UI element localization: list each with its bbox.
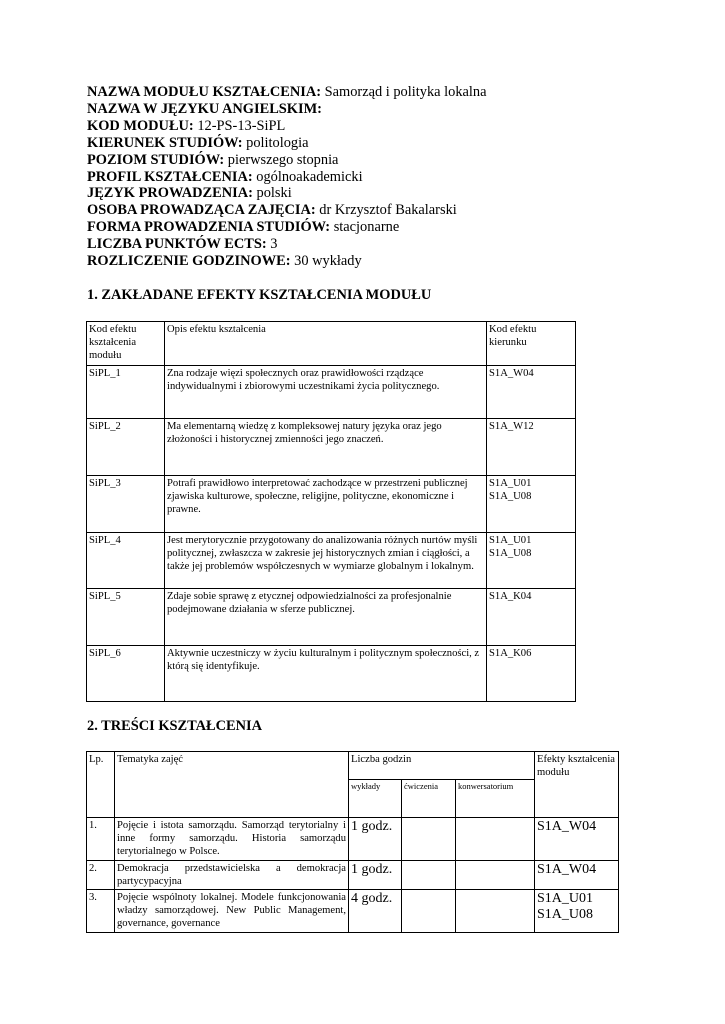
outcome-code: SiPL_1 bbox=[87, 366, 165, 419]
row-effects: S1A_U01 S1A_U08 bbox=[535, 890, 619, 933]
outcome-effect-code: S1A_U01 S1A_U08 bbox=[487, 476, 576, 533]
row-number: 2. bbox=[87, 860, 115, 889]
row-effects: S1A_W04 bbox=[535, 818, 619, 861]
outcome-code: SiPL_6 bbox=[87, 646, 165, 702]
module-header bbox=[87, 84, 687, 270]
table-row bbox=[87, 476, 576, 533]
outcome-effect-code: S1A_K06 bbox=[487, 646, 576, 702]
header-line-module-name: NAZWA MODUŁU KSZTAŁCENIA: Samorząd i polityka lokalna bbox=[87, 84, 487, 100]
header-line-language: JĘZYK PROWADZENIA: polski bbox=[87, 185, 292, 202]
header-line-module-code: KOD MODUŁU: 12-PS-13-SiPL bbox=[87, 117, 286, 134]
row-number: 1. bbox=[87, 818, 115, 861]
outcome-description: Potrafi prawidłowo interpretować zachodzące w przestrzeni publicznej zjawiska kulturowe, społeczne, religijne, polityczne, ekonomiczne i prawne. bbox=[165, 476, 487, 533]
outcome-code: SiPL_5 bbox=[87, 589, 165, 646]
header-line-profile: PROFIL KSZTAŁCENIA: ogólnoakademicki bbox=[87, 168, 363, 185]
table-row bbox=[87, 818, 619, 861]
outcome-code: SiPL_3 bbox=[87, 476, 165, 533]
outcome-code: SiPL_4 bbox=[87, 533, 165, 589]
header-line-level: POZIOM STUDIÓW: pierwszego stopnia bbox=[87, 151, 339, 168]
row-number: 3. bbox=[87, 890, 115, 933]
header-cell-topic: Tematyka zajęć bbox=[115, 752, 349, 818]
table-row bbox=[87, 646, 576, 702]
outcome-description: Aktywnie uczestniczy w życiu kulturalnym i politycznym społeczności, z którą się identyfikuje. bbox=[165, 646, 487, 702]
table-header-row bbox=[87, 322, 576, 366]
row-topic: Pojęcie i istota samorządu. Samorząd terytorialny i inne formy samorządu. Historia samorządu terytorialnego w Polsce. bbox=[115, 818, 349, 861]
row-conversatory-hours bbox=[456, 890, 535, 933]
outcome-description: Jest merytorycznie przygotowany do analizowania różnych nurtów myśli politycznej, zwłaszcza w zakresie jej historycznych zmian i ciągłości, a także jej problemów współczesnych w wymiarze globalnym i lokalnym. bbox=[165, 533, 487, 589]
table-row bbox=[87, 860, 619, 889]
subheader-lectures: wykłady bbox=[349, 780, 402, 818]
learning-outcomes-table bbox=[86, 321, 576, 702]
outcome-effect-code: S1A_K04 bbox=[487, 589, 576, 646]
outcome-description: Ma elementarną wiedzę z kompleksowej natury języka oraz jego złożoności i historycznej zmienności jego znaczeń. bbox=[165, 419, 487, 476]
header-cell-direction-code: Kod efektu kierunku bbox=[487, 322, 576, 366]
row-lecture-hours: 1 godz. bbox=[349, 818, 402, 861]
subheader-exercises: ćwiczenia bbox=[402, 780, 456, 818]
header-cell-effects: Efekty kształcenia modułu bbox=[535, 752, 619, 818]
row-lecture-hours: 4 godz. bbox=[349, 890, 402, 933]
row-lecture-hours: 1 godz. bbox=[349, 860, 402, 889]
table-row bbox=[87, 890, 619, 933]
outcome-effect-code: S1A_W12 bbox=[487, 419, 576, 476]
outcome-code: SiPL_2 bbox=[87, 419, 165, 476]
outcome-description: Zdaje sobie sprawę z etycznej odpowiedzialności za profesjonalnie podejmowane działania w sferze publicznej. bbox=[165, 589, 487, 646]
header-line-hours: ROZLICZENIE GODZINOWE: 30 wykłady bbox=[87, 253, 362, 270]
header-cell-lp: Lp. bbox=[87, 752, 115, 818]
row-effects: S1A_W04 bbox=[535, 860, 619, 889]
section-2-title: 2. TREŚCI KSZTAŁCENIA bbox=[87, 718, 263, 734]
header-line-ects: LICZBA PUNKTÓW ECTS: 3 bbox=[87, 236, 278, 253]
table-row bbox=[87, 589, 576, 646]
row-topic: Demokracja przedstawicielska a demokracja partycypacyjna bbox=[115, 860, 349, 889]
table-row bbox=[87, 533, 576, 589]
header-line-study-form: FORMA PROWADZENIA STUDIÓW: stacjonarne bbox=[87, 219, 400, 236]
header-line-field: KIERUNEK STUDIÓW: politologia bbox=[87, 134, 309, 151]
row-exercise-hours bbox=[402, 818, 456, 861]
subheader-conversatory: konwersatorium bbox=[456, 780, 535, 818]
row-exercise-hours bbox=[402, 860, 456, 889]
row-topic: Pojęcie wspólnoty lokalnej. Modele funkcjonowania władzy samorządowej. New Public Management, governance, governance bbox=[115, 890, 349, 933]
header-cell-code: Kod efektu kształcenia modułu bbox=[87, 322, 165, 366]
header-line-english-name: NAZWA W JĘZYKU ANGIELSKIM: bbox=[87, 100, 322, 117]
section-1-title: 1. ZAKŁADANE EFEKTY KSZTAŁCENIA MODUŁU bbox=[87, 287, 432, 303]
row-exercise-hours bbox=[402, 890, 456, 933]
row-conversatory-hours bbox=[456, 818, 535, 861]
outcome-effect-code: S1A_W04 bbox=[487, 366, 576, 419]
course-content-table bbox=[86, 751, 619, 933]
header-cell-description: Opis efektu kształcenia bbox=[165, 322, 487, 366]
row-conversatory-hours bbox=[456, 860, 535, 889]
header-cell-hours: Liczba godzin bbox=[349, 752, 535, 780]
outcome-effect-code: S1A_U01 S1A_U08 bbox=[487, 533, 576, 589]
table-row bbox=[87, 419, 576, 476]
table-row bbox=[87, 366, 576, 419]
table-header-row bbox=[87, 752, 619, 780]
outcome-description: Zna rodzaje więzi społecznych oraz prawidłowości rządzące indywidualnymi i zbiorowymi uczestnikami życia politycznego. bbox=[165, 366, 487, 419]
header-line-lecturer: OSOBA PROWADZĄCA ZAJĘCIA: dr Krzysztof Bakalarski bbox=[87, 202, 457, 219]
